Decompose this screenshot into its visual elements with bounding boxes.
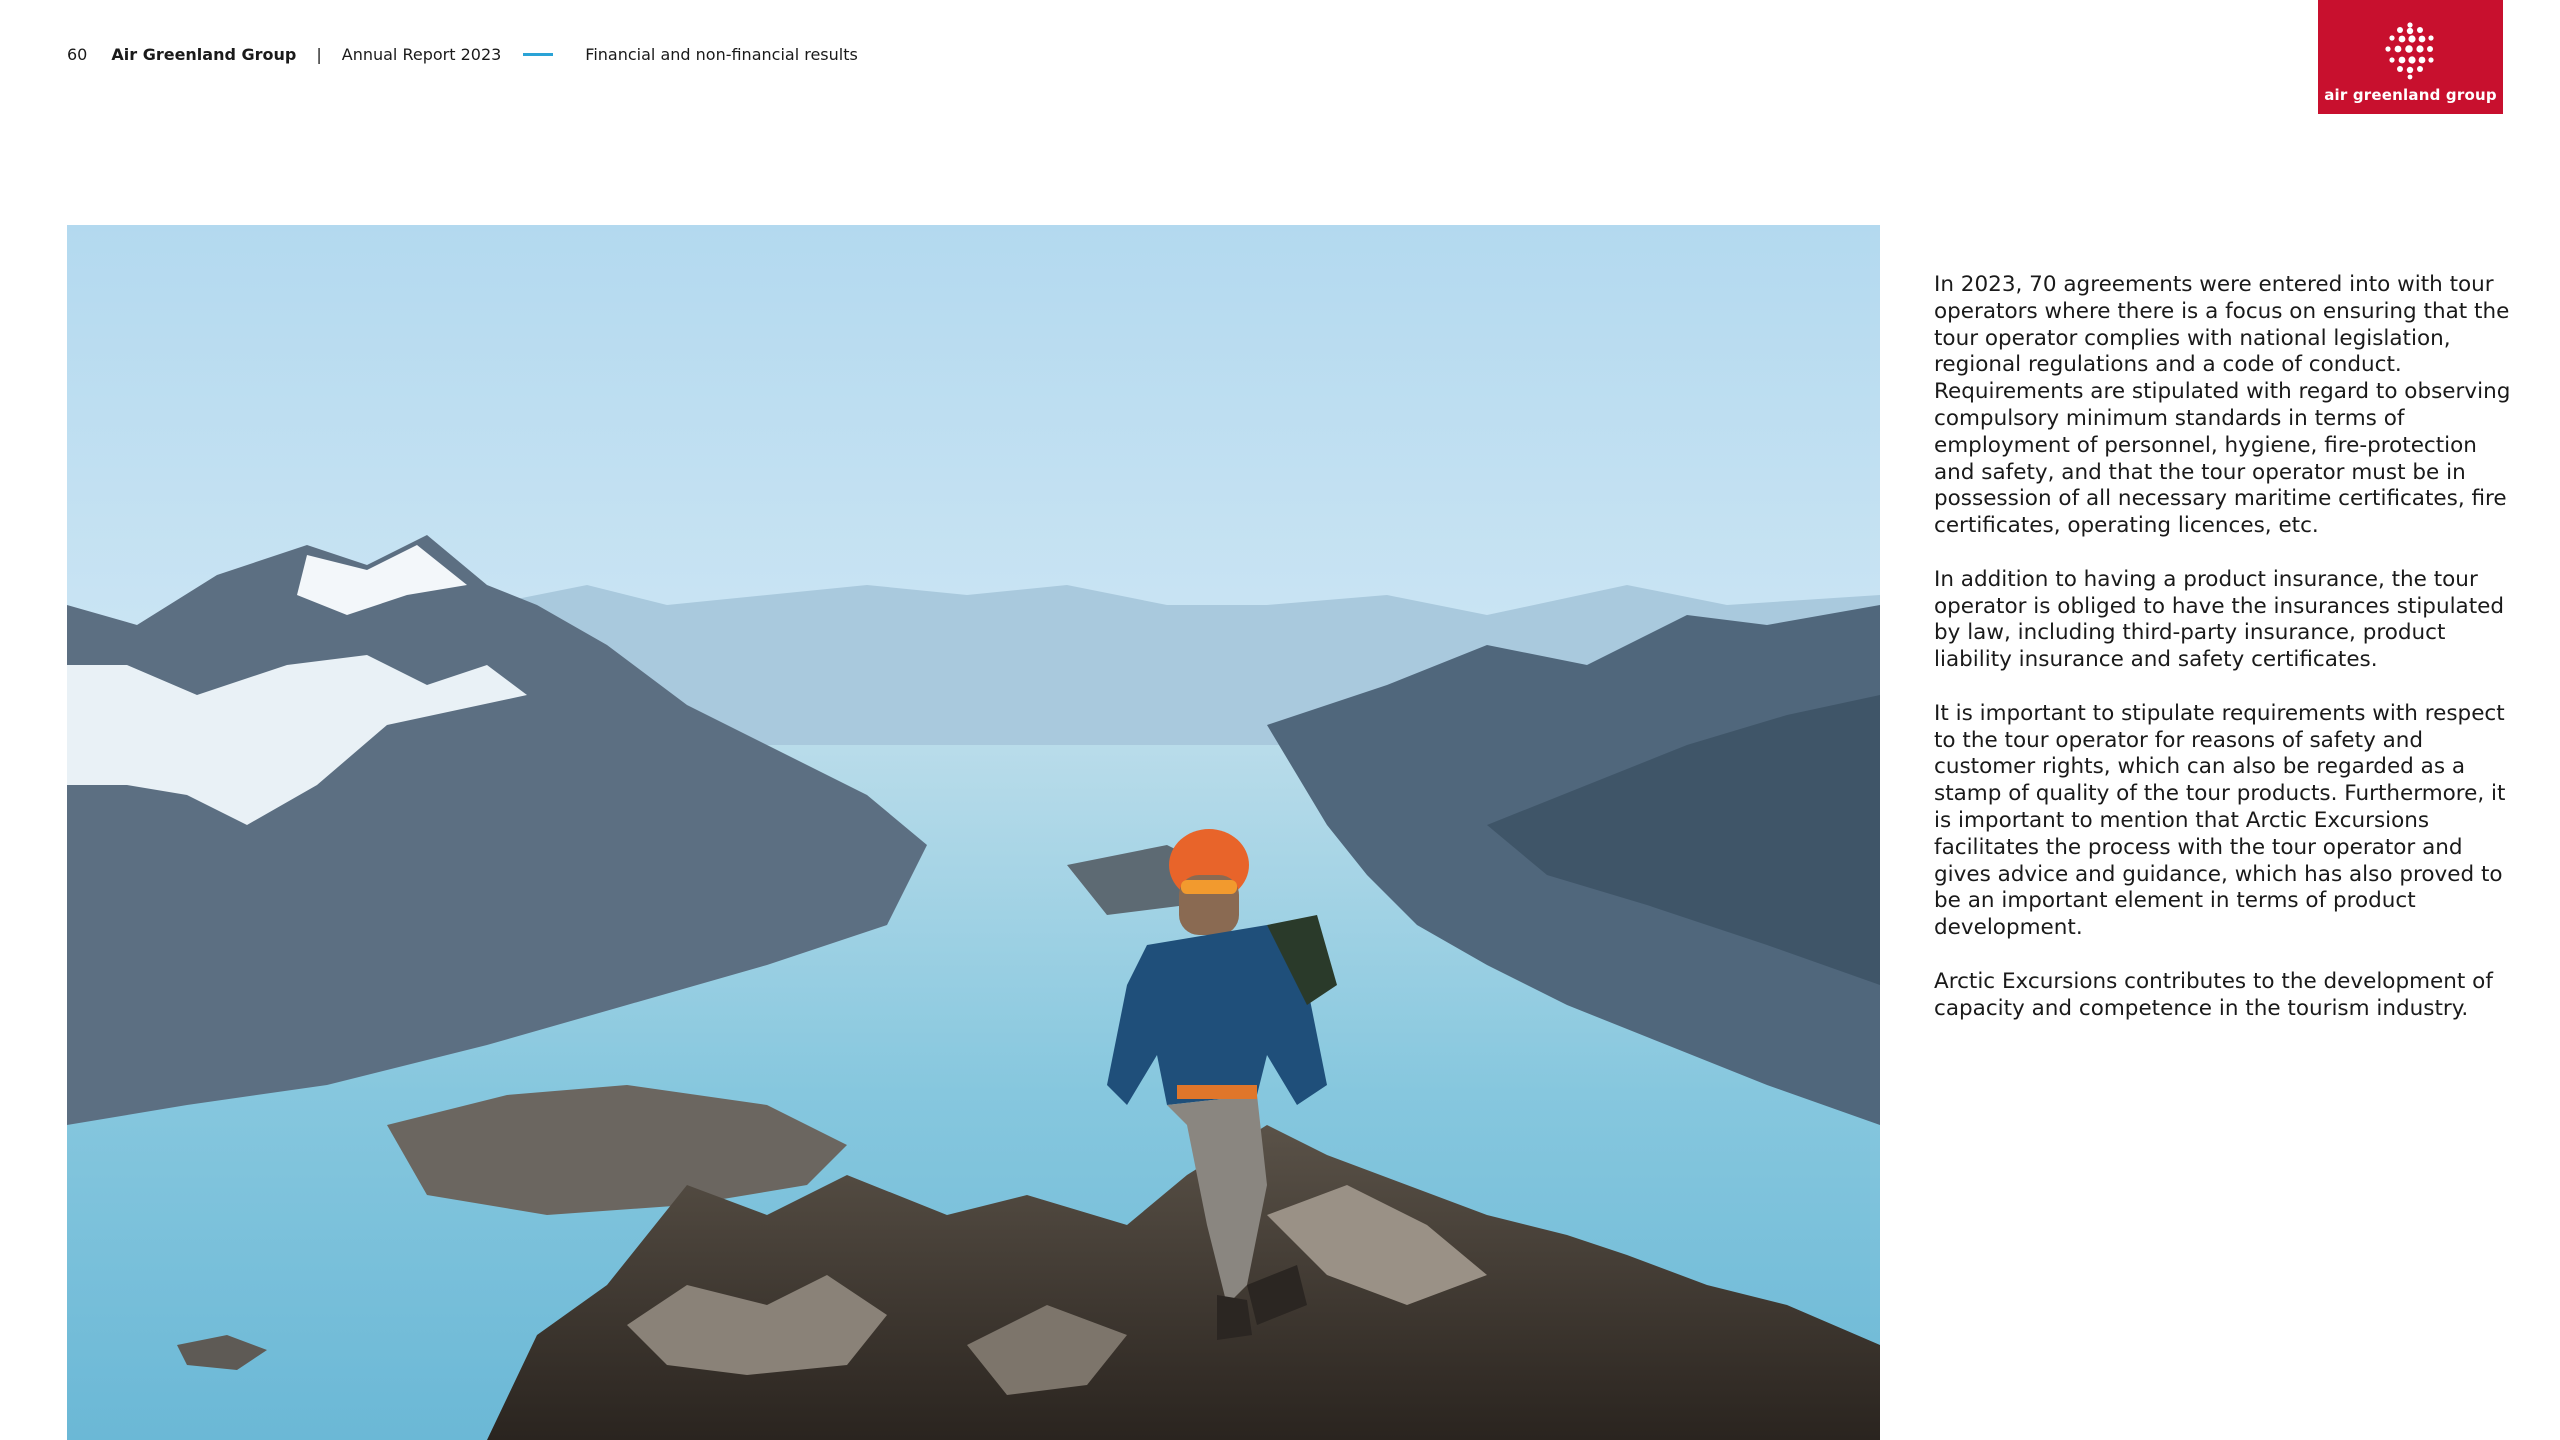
page-header <box>67 42 858 66</box>
page-number: 60 <box>67 44 88 64</box>
paragraph-agreements: In 2023, 70 agreements were entered into with tour operators where there is a focus on ensuring that the tour operator complies with national legislation, regional regulations and a code of conduct. Requirements are stipulated with regard to observing compulsory minimum standards in terms of employment of personnel, hygiene, fire-protection and safety, and that the tour operator must be in possession of all necessary maritime certificates, fire certificates, operating licences, etc. <box>1934 272 2511 539</box>
hiker-photo <box>67 225 1880 1440</box>
paragraph-insurance: In addition to having a product insurance, the tour operator is obliged to have the insurances stipulated by law, including third-party insurance, product liability insurance and safety certificates. <box>1934 566 2505 673</box>
paragraph-requirements: It is important to stipulate requirements with respect to the tour operator for reasons of safety and customer rights, which can also be regarded as a stamp of quality of the tour products. Furthermore, it is important to mention that Arctic Excursions facilitates the process with the tour operator and gives advice and guidance, which has also proved to be an important element in terms of product development. <box>1934 700 2506 941</box>
dot-snowflake-icon <box>2378 20 2442 80</box>
report-title: Annual Report 2023 <box>341 44 502 64</box>
header-separator: | <box>316 44 322 64</box>
air-greenland-logo <box>2318 0 2503 114</box>
body-text <box>1934 272 2514 1049</box>
section-title: Financial and non-financial results <box>585 44 858 64</box>
paragraph-capacity: Arctic Excursions contributes to the development of capacity and competence in the tourism industry. <box>1934 968 2493 1021</box>
logo-wordmark: air greenland group <box>2324 86 2497 104</box>
company-name: Air Greenland Group <box>111 44 297 64</box>
accent-divider <box>523 53 553 56</box>
